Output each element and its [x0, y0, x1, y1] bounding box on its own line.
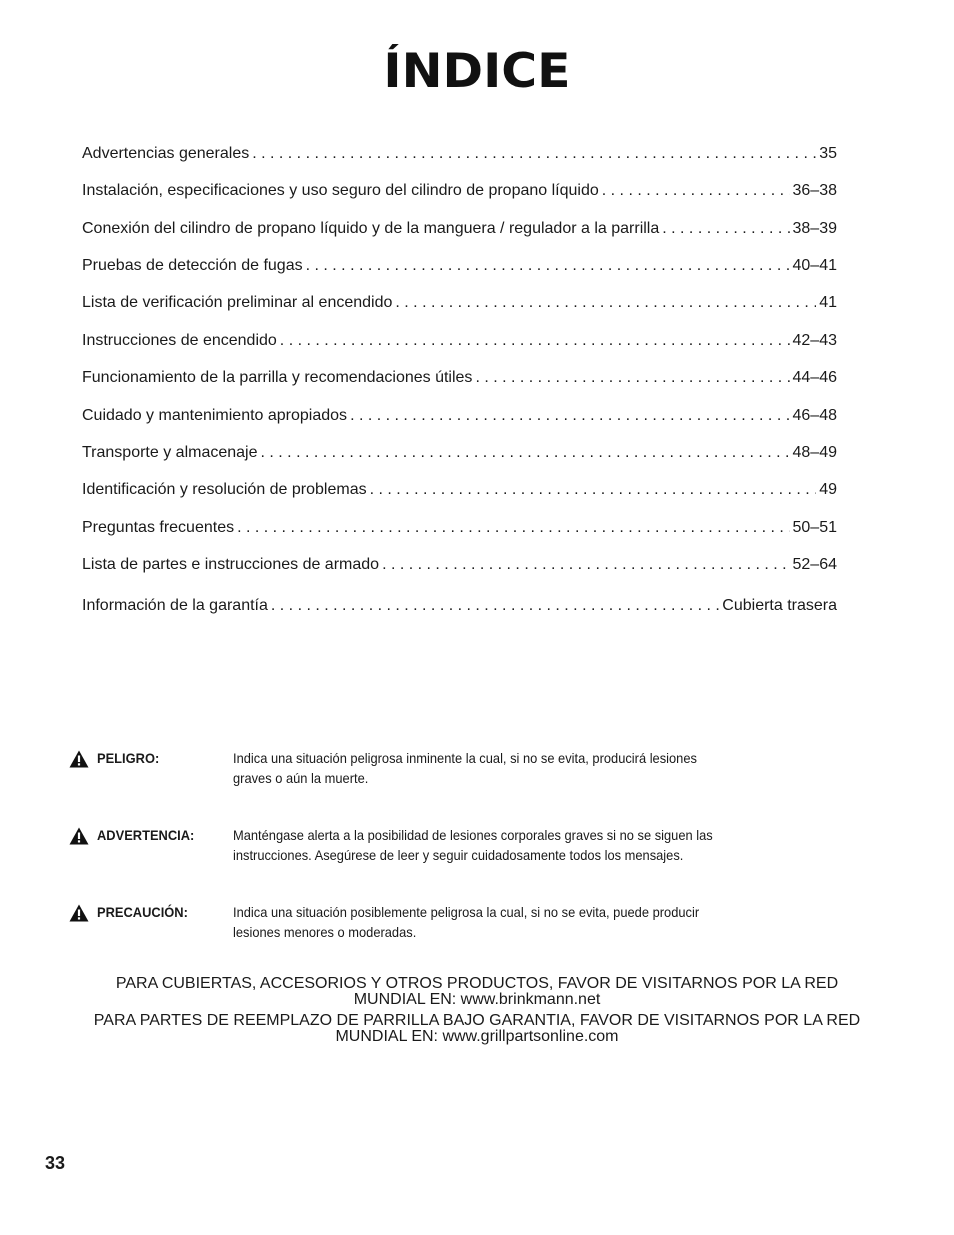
warning-description [233, 748, 767, 788]
toc-leader-dots [382, 553, 789, 577]
toc-leader-dots [271, 594, 719, 618]
toc-entry-page: 40–41 [792, 257, 837, 274]
toc-leader-dots [475, 366, 789, 390]
toc-entry-cuidado[interactable] [82, 404, 837, 428]
warning-triangle-icon [69, 904, 89, 922]
toc-leader-dots [370, 478, 817, 502]
toc-entry-page: 36–38 [792, 182, 837, 199]
warning-triangle-icon [69, 750, 89, 768]
notice-replacement-parts [0, 1013, 954, 1045]
toc-leader-dots [252, 142, 816, 166]
toc-entry-instrucciones-encendido[interactable] [82, 329, 837, 353]
toc-entry-advertencias-generales[interactable] [82, 142, 837, 166]
warning-label: PELIGRO: [97, 750, 160, 766]
toc-entry-page: 50–51 [792, 519, 837, 536]
warning-description-line: lesiones menores o moderadas. [233, 924, 417, 940]
toc-entry-instalacion[interactable] [82, 179, 837, 203]
toc-entry-label: Preguntas frecuentes [82, 519, 235, 536]
toc-entry-identificacion[interactable] [82, 478, 837, 502]
notice-line: PARA PARTES DE REEMPLAZO DE PARRILLA BAJO GARANTIA, FAVOR DE VISITARNOS POR LA RED [93, 1012, 861, 1029]
warning-description-line: Manténgase alerta a la posibilidad de lesiones corporales graves si no se siguen las [233, 827, 713, 843]
toc-entry-page: 52–64 [792, 556, 837, 573]
warning-label: ADVERTENCIA: [97, 827, 195, 843]
notice-accessories [0, 976, 954, 1008]
toc-entry-label: Advertencias generales [82, 145, 250, 162]
toc-entry-page: 44–46 [792, 369, 837, 386]
warning-description-line: graves o aún la muerte. [233, 770, 369, 786]
toc-entry-page: 38–39 [792, 220, 837, 237]
toc-entry-transporte[interactable] [82, 441, 837, 465]
toc-entry-label: Instalación, especificaciones y uso seguro del cilindro de propano líquido [82, 182, 599, 199]
toc-entry-label: Identificación y resolución de problemas [82, 481, 367, 498]
toc-entry-page: 49 [819, 481, 837, 498]
toc-entry-pruebas-fugas[interactable] [82, 254, 837, 278]
page-number: 33 [45, 1153, 66, 1173]
toc-entry-page: 41 [819, 294, 837, 311]
toc-entry-funcionamiento[interactable] [82, 366, 837, 390]
toc-leader-dots [280, 329, 790, 353]
toc-leader-dots [395, 291, 816, 315]
toc-entry-page: 48–49 [792, 444, 837, 461]
toc-entry-label: Lista de partes e instrucciones de armado [82, 556, 380, 573]
toc-entry-page: 42–43 [792, 332, 837, 349]
toc-entry-label: Información de la garantía [82, 597, 268, 614]
toc-leader-dots [350, 404, 789, 428]
toc-leader-dots [261, 441, 790, 465]
warning-label: PRECAUCIÓN: [97, 904, 188, 920]
toc-entry-label: Instrucciones de encendido [82, 332, 277, 349]
notice-line: MUNDIAL EN: www.brinkmann.net [353, 991, 601, 1008]
toc-leader-dots [662, 217, 789, 241]
toc-entry-label: Pruebas de detección de fugas [82, 257, 303, 274]
toc-entry-label: Conexión del cilindro de propano líquido y de la manguera / regulador a la parrilla [82, 220, 660, 237]
warning-description [233, 825, 767, 865]
toc-entry-page: Cubierta trasera [722, 597, 837, 614]
toc-entry-label: Funcionamiento de la parrilla y recomendaciones útiles [82, 369, 473, 386]
warning-description-line: Indica una situación peligrosa inminente la cual, si no se evita, producirá lesiones [233, 750, 697, 766]
toc-entry-label: Lista de verificación preliminar al encendido [82, 294, 393, 311]
toc-entry-page: 46–48 [792, 407, 837, 424]
notice-line: MUNDIAL EN: www.grillpartsonline.com [335, 1028, 619, 1045]
warning-description [233, 902, 767, 942]
warning-description-line: instrucciones. Asegúrese de leer y seguir cuidadosamente todos los mensajes. [233, 847, 684, 863]
toc-entry-lista-partes[interactable] [82, 553, 837, 577]
toc-entry-page: 35 [819, 145, 837, 162]
page-title: ÍNDICE [383, 44, 571, 99]
toc-entry-label: Cuidado y mantenimiento apropiados [82, 407, 348, 424]
toc-leader-dots [306, 254, 790, 278]
toc-leader-dots [237, 516, 789, 540]
toc-entry-conexion[interactable] [82, 217, 837, 241]
toc-entry-preguntas[interactable] [82, 516, 837, 540]
toc-leader-dots [602, 179, 790, 203]
toc-entry-label: Transporte y almacenaje [82, 444, 258, 461]
toc-entry-garantia[interactable] [82, 594, 837, 618]
notice-line: PARA CUBIERTAS, ACCESORIOS Y OTROS PRODUCTOS, FAVOR DE VISITARNOS POR LA RED [115, 975, 839, 992]
warning-description-line: Indica una situación posiblemente peligrosa la cual, si no se evita, puede producir [233, 904, 700, 920]
toc-entry-lista-verificacion[interactable] [82, 291, 837, 315]
warning-triangle-icon [69, 827, 89, 845]
